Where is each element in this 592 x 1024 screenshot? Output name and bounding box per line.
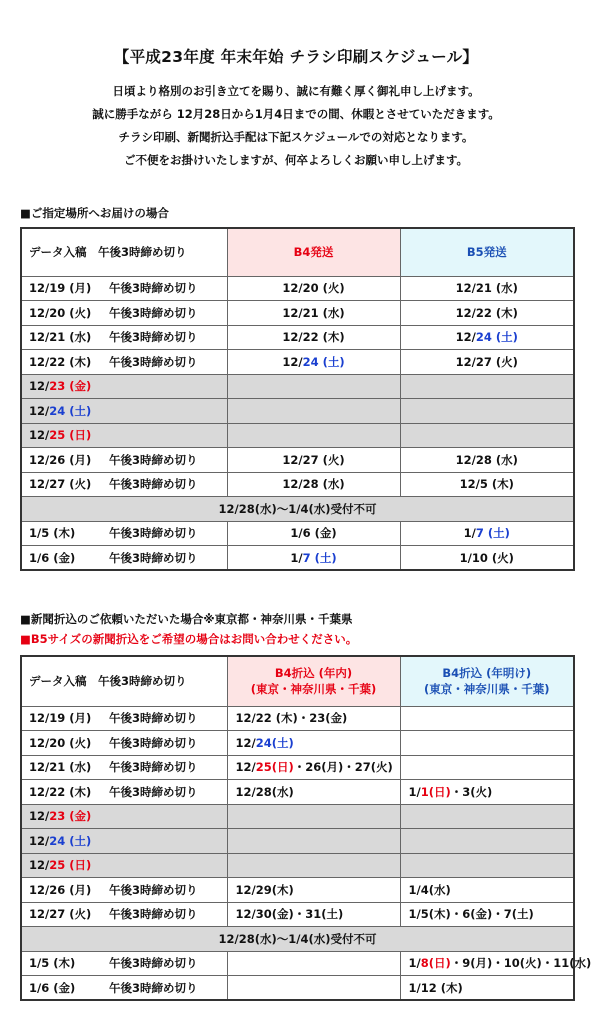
intro-line: ご不便をお掛けいたしますが、何卒よろしくお願い申し上げます。	[123, 153, 469, 167]
b4-cell	[227, 325, 400, 350]
table-row	[21, 472, 574, 497]
b4-date: 1/6 (金)	[290, 526, 337, 541]
b4-cell	[227, 902, 400, 927]
b5-date: 8(日)	[420, 956, 451, 971]
b5-cell	[400, 706, 574, 731]
section2-title: ■新聞折込のご依頼いただいた場合※東京都・神奈川県・千葉県	[20, 612, 353, 626]
submission-date-cell	[21, 546, 227, 571]
b4-cell	[227, 731, 400, 756]
b4-cell	[227, 976, 400, 1001]
empty-cell	[227, 399, 400, 424]
table-row	[21, 706, 574, 731]
submission-date: 12/27 (火)	[29, 907, 92, 922]
holiday-date-cell	[21, 804, 227, 829]
b5-cell	[400, 546, 574, 571]
table-row	[21, 374, 574, 399]
b4-date: 12/29(木)	[235, 882, 294, 897]
b4-date: 12/	[235, 760, 256, 775]
table-row	[21, 976, 574, 1001]
b4-cell	[227, 521, 400, 546]
b4-date: 25(日)	[255, 760, 294, 775]
holiday-date: 25 (日)	[49, 428, 92, 443]
b4-date: 12/28 (水)	[282, 477, 345, 492]
b4-date: 24 (土)	[302, 354, 345, 369]
empty-cell	[400, 399, 574, 424]
b4-cell	[227, 546, 400, 571]
cutoff-label: 午後3時締め切り	[109, 735, 198, 750]
header-b4-insert-this-year-label: B4折込 (年内)	[274, 666, 353, 681]
b5-cell	[400, 276, 574, 301]
table-row	[21, 829, 574, 854]
b5-date: 12/21 (水)	[455, 281, 518, 296]
submission-date-cell	[21, 951, 227, 976]
b5-date: 1/	[408, 956, 421, 971]
b4-cell	[227, 706, 400, 731]
intro-text	[0, 80, 592, 172]
submission-date: 12/21 (水)	[29, 760, 92, 775]
b4-date: 12/	[282, 354, 303, 369]
submission-date: 12/20 (火)	[29, 735, 92, 750]
cutoff-label: 午後3時締め切り	[109, 354, 198, 369]
b4-date: 12/22 (木)・23(金)	[235, 711, 348, 726]
table-row	[21, 853, 574, 878]
submission-date: 1/6 (金)	[29, 980, 76, 995]
cutoff-label: 午後3時締め切り	[109, 477, 198, 492]
b4-date: 12/27 (火)	[282, 452, 345, 467]
submission-date-cell	[21, 902, 227, 927]
submission-date-cell	[21, 325, 227, 350]
header-b4-insert-this-year	[227, 656, 400, 706]
table-row	[21, 497, 574, 522]
b5-date: ・3(火)	[450, 784, 493, 799]
b5-date: 12/	[455, 330, 476, 345]
holiday-date: 12/	[29, 809, 50, 824]
empty-cell	[227, 374, 400, 399]
b5-date: 1/10 (火)	[459, 550, 514, 565]
header-b4-insert-next-year-area: (東京・神奈川県・千葉)	[423, 682, 550, 697]
holiday-date: 25 (日)	[49, 858, 92, 873]
b4-date: 24(土)	[255, 735, 294, 750]
b4-cell	[227, 780, 400, 805]
submission-date: 12/20 (火)	[29, 305, 92, 320]
cutoff-label: 午後3時締め切り	[109, 330, 198, 345]
b4-cell	[227, 301, 400, 326]
b4-cell	[227, 448, 400, 473]
cutoff-label: 午後3時締め切り	[109, 550, 198, 565]
section2-note: ■B5サイズの新聞折込をご希望の場合はお問い合わせください。	[20, 632, 358, 646]
b5-date: 1(日)	[420, 784, 451, 799]
header-data-submission: データ入稿 午後3時締め切り	[21, 228, 227, 276]
b5-date: ・9(月)・10(火)・11(水)	[450, 956, 592, 971]
empty-cell	[400, 829, 574, 854]
b5-date: 24 (土)	[475, 330, 518, 345]
holiday-date-cell	[21, 423, 227, 448]
header-b4-insert-this-year-area: (東京・神奈川県・千葉)	[250, 682, 377, 697]
cutoff-label: 午後3時締め切り	[109, 980, 198, 995]
submission-date-cell	[21, 706, 227, 731]
table-row	[21, 878, 574, 903]
b4-date: 1/	[290, 550, 303, 565]
empty-cell	[227, 829, 400, 854]
b5-cell	[400, 350, 574, 375]
empty-cell	[400, 804, 574, 829]
table-row	[21, 902, 574, 927]
empty-cell	[400, 423, 574, 448]
table-row	[21, 448, 574, 473]
table-row	[21, 927, 574, 952]
holiday-date-cell	[21, 829, 227, 854]
b5-cell	[400, 521, 574, 546]
submission-date-cell	[21, 878, 227, 903]
b5-cell	[400, 301, 574, 326]
table-row	[21, 731, 574, 756]
submission-date-cell	[21, 301, 227, 326]
submission-date-cell	[21, 780, 227, 805]
holiday-date-cell	[21, 399, 227, 424]
header-data-submission: データ入稿 午後3時締め切り	[21, 656, 227, 706]
b5-date: 12/27 (火)	[455, 354, 518, 369]
b4-date: 12/20 (火)	[282, 281, 345, 296]
cutoff-label: 午後3時締め切り	[109, 281, 198, 296]
section1-title: ■ご指定場所へお届けの場合	[20, 206, 169, 220]
cutoff-label: 午後3時締め切り	[109, 305, 198, 320]
cutoff-label: 午後3時締め切り	[109, 526, 198, 541]
table-row	[21, 780, 574, 805]
table-row	[21, 804, 574, 829]
b4-date: ・26(月)・27(火)	[293, 760, 393, 775]
submission-date: 12/22 (木)	[29, 354, 92, 369]
submission-date-cell	[21, 976, 227, 1001]
b5-date: 12/5 (木)	[459, 477, 514, 492]
submission-date: 12/19 (月)	[29, 281, 92, 296]
b5-date: 1/	[463, 526, 476, 541]
table-row	[21, 951, 574, 976]
holiday-date-cell	[21, 853, 227, 878]
cutoff-label: 午後3時締め切り	[109, 784, 198, 799]
b5-cell	[400, 472, 574, 497]
holiday-date: 24 (土)	[49, 403, 92, 418]
b5-date: 12/28 (水)	[455, 452, 518, 467]
header-b4-shipping: B4発送	[227, 228, 400, 276]
submission-date: 12/19 (月)	[29, 711, 92, 726]
cutoff-label: 午後3時締め切り	[109, 956, 198, 971]
holiday-date: 12/	[29, 403, 50, 418]
cutoff-label: 午後3時締め切り	[109, 882, 198, 897]
table-row	[21, 546, 574, 571]
table-row	[21, 301, 574, 326]
b5-cell	[400, 902, 574, 927]
b5-cell	[400, 951, 592, 976]
table-row	[21, 350, 574, 375]
table-row	[21, 276, 574, 301]
b5-cell	[400, 780, 574, 805]
empty-cell	[400, 374, 574, 399]
b4-cell	[227, 951, 400, 976]
b5-cell	[400, 325, 574, 350]
b5-cell	[400, 448, 574, 473]
holiday-date: 12/	[29, 858, 50, 873]
header-b4-insert-next-year-label: B4折込 (年明け)	[442, 666, 532, 681]
empty-cell	[400, 853, 574, 878]
submission-date-cell	[21, 731, 227, 756]
submission-date: 12/22 (木)	[29, 784, 92, 799]
closed-period-cell: 12/28(水)～1/4(水)受付不可	[21, 497, 574, 522]
holiday-date: 12/	[29, 833, 50, 848]
b4-date: 12/30(金)・31(土)	[235, 907, 344, 922]
b4-date: 12/	[235, 735, 256, 750]
header-b5-shipping: B5発送	[400, 228, 574, 276]
b4-cell	[227, 878, 400, 903]
b4-cell	[227, 276, 400, 301]
submission-date-cell	[21, 521, 227, 546]
b4-date: 12/21 (水)	[282, 305, 345, 320]
submission-date: 1/6 (金)	[29, 550, 76, 565]
cutoff-label: 午後3時締め切り	[109, 760, 198, 775]
header-b4-insert-next-year	[400, 656, 574, 706]
b5-cell	[400, 731, 574, 756]
table-row	[21, 325, 574, 350]
cutoff-label: 午後3時締め切り	[109, 907, 198, 922]
submission-date-cell	[21, 448, 227, 473]
holiday-date: 24 (土)	[49, 833, 92, 848]
intro-line: 日頃より格別のお引き立てを賜り、誠に有難く厚く御礼申し上げます。	[112, 84, 480, 98]
b4-cell	[227, 472, 400, 497]
table-row	[21, 423, 574, 448]
intro-line: チラシ印刷、新聞折込手配は下記スケジュールでの対応となります。	[118, 130, 474, 144]
b4-cell	[227, 350, 400, 375]
b5-date: 1/12 (木)	[408, 980, 463, 995]
table-row	[21, 755, 574, 780]
table-row	[21, 399, 574, 424]
b5-cell	[400, 878, 574, 903]
submission-date: 12/21 (水)	[29, 330, 92, 345]
intro-line: 誠に勝手ながら 12月28日から1月4日までの間、休暇とさせていただきます。	[92, 107, 500, 121]
b4-date: 7 (土)	[302, 550, 337, 565]
insert-schedule-table	[20, 655, 592, 1001]
holiday-date: 23 (金)	[49, 379, 92, 394]
submission-date-cell	[21, 276, 227, 301]
submission-date: 12/26 (月)	[29, 452, 92, 467]
closed-period-cell: 12/28(水)～1/4(水)受付不可	[21, 927, 574, 952]
submission-date: 12/27 (火)	[29, 477, 92, 492]
b4-date: 12/22 (木)	[282, 330, 345, 345]
b5-date: 1/	[408, 784, 421, 799]
holiday-date-cell	[21, 374, 227, 399]
cutoff-label: 午後3時締め切り	[109, 711, 198, 726]
holiday-date: 23 (金)	[49, 809, 92, 824]
holiday-date: 12/	[29, 428, 50, 443]
submission-date: 1/5 (木)	[29, 956, 76, 971]
empty-cell	[227, 804, 400, 829]
submission-date-cell	[21, 350, 227, 375]
b5-date: 7 (土)	[475, 526, 510, 541]
b5-date: 1/4(水)	[408, 882, 451, 897]
table-row	[21, 521, 574, 546]
submission-date-cell	[21, 755, 227, 780]
b5-cell	[400, 755, 574, 780]
b5-date: 1/5(木)・6(金)・7(土)	[408, 907, 534, 922]
holiday-date: 12/	[29, 379, 50, 394]
submission-date: 12/26 (月)	[29, 882, 92, 897]
b5-cell	[400, 976, 574, 1001]
submission-date-cell	[21, 472, 227, 497]
delivery-schedule-table	[20, 227, 575, 571]
page-title: 【平成23年度 年末年始 チラシ印刷スケジュール】	[113, 48, 479, 66]
b4-date: 12/28(水)	[235, 784, 294, 799]
submission-date: 1/5 (木)	[29, 526, 76, 541]
b4-cell	[227, 755, 400, 780]
empty-cell	[227, 853, 400, 878]
empty-cell	[227, 423, 400, 448]
b5-date: 12/22 (木)	[455, 305, 518, 320]
cutoff-label: 午後3時締め切り	[109, 452, 198, 467]
